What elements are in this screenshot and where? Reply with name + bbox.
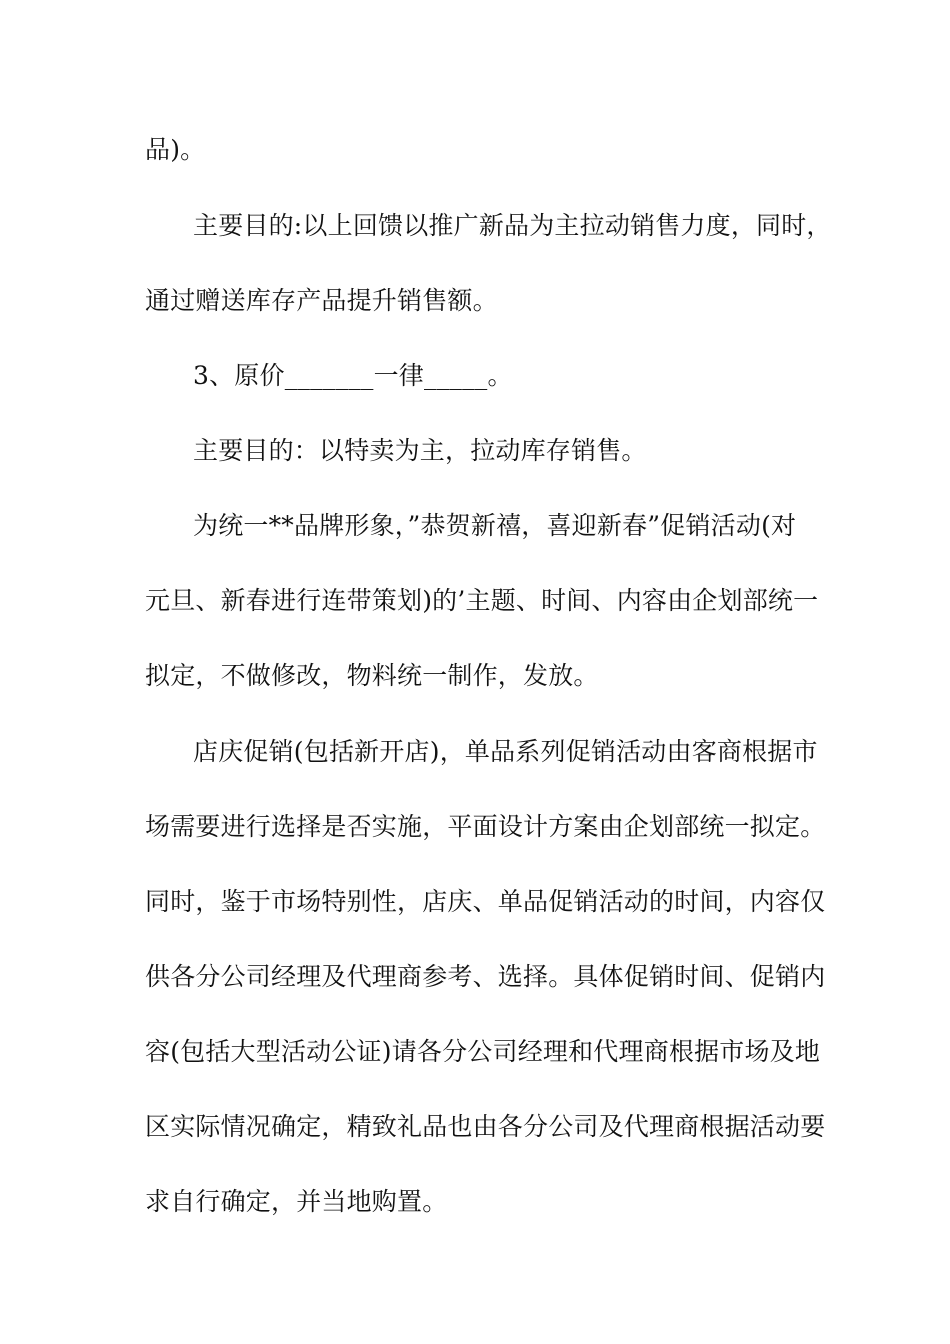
text-line-12: 供各分公司经理及代理商参考、选择。具体促销时间、促销内 bbox=[145, 962, 826, 991]
text-line-13: 容(包括大型活动公证)请各分公司经理和代理商根据市场及地 bbox=[145, 1037, 821, 1066]
text-line-1: 品)。 bbox=[145, 135, 206, 164]
text-line-11: 同时，鉴于市场特别性，店庆、单品促销活动的时间，内容仅 bbox=[145, 887, 826, 916]
text-line-7: 元旦、新春进行连带策划)的’主题、时间、内容由企划部统一 bbox=[145, 586, 819, 615]
text-line-9: 店庆促销(包括新开店)，单品系列促销活动由客商根据市 bbox=[193, 737, 818, 766]
text-line-5: 主要目的：以特卖为主，拉动库存销售。 bbox=[193, 436, 647, 465]
text-line-10: 场需要进行选择是否实施，平面设计方案由企划部统一拟定。 bbox=[145, 812, 826, 841]
text-line-14: 区实际情况确定，精致礼品也由各分公司及代理商根据活动要 bbox=[145, 1112, 826, 1141]
text-line-8: 拟定，不做修改，物料统一制作，发放。 bbox=[145, 661, 599, 690]
text-line-4: 3、原价_______一律_____。 bbox=[193, 361, 513, 390]
text-line-3: 通过赠送库存产品提升销售额。 bbox=[145, 286, 498, 315]
text-line-2: 主要目的:以上回馈以推广新品为主拉动销售力度，同时， bbox=[193, 211, 832, 240]
text-line-6: 为统一**品牌形象，”恭贺新禧，喜迎新春”促销活动(对 bbox=[193, 511, 797, 540]
text-line-15: 求自行确定，并当地购置。 bbox=[145, 1187, 448, 1216]
